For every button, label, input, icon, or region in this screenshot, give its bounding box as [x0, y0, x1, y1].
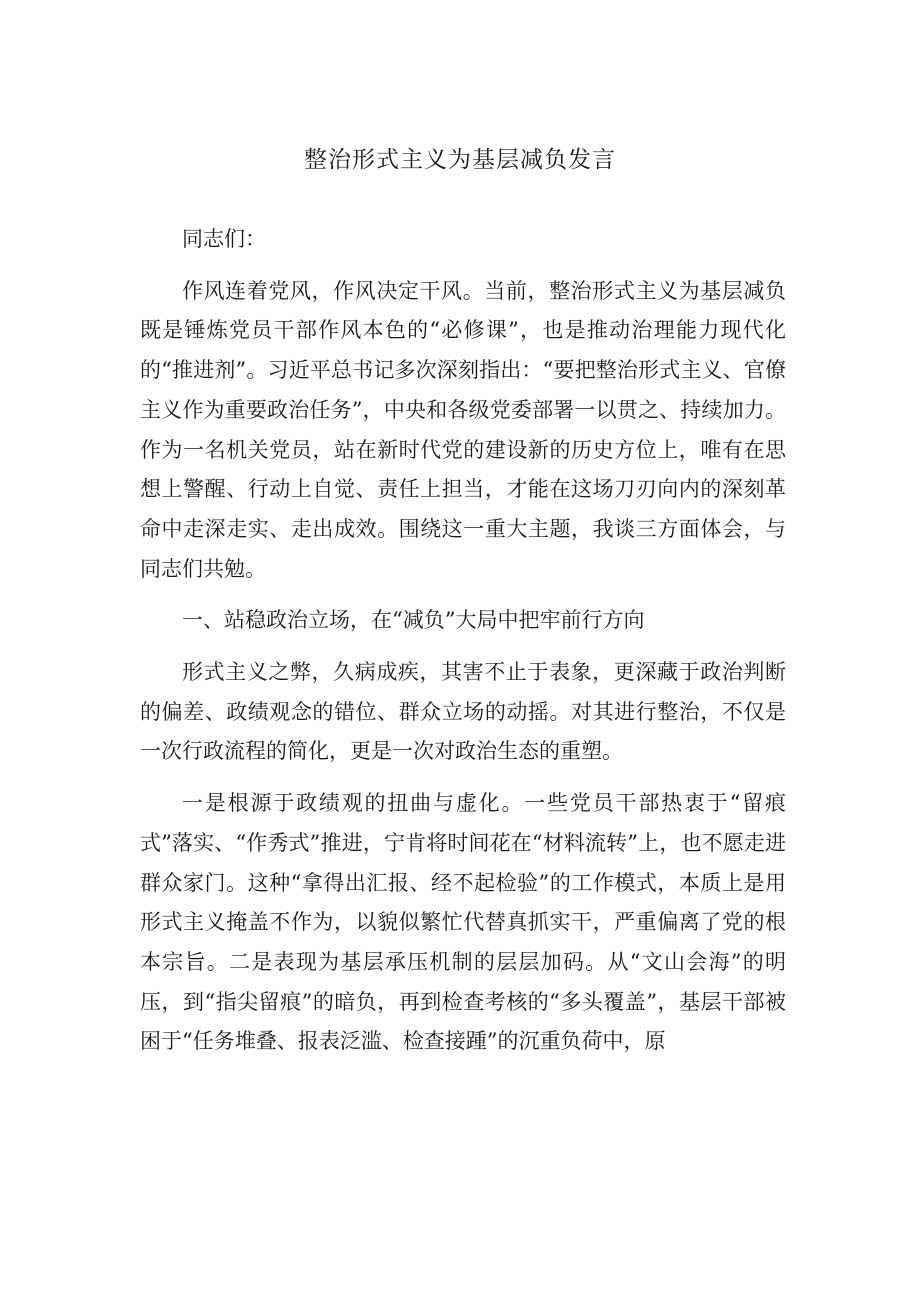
paragraph-intro: 作风连着党风，作风决定干风。当前，整治形式主义为基层减负既是锤炼党员干部作风本色的“必修课”，也是推动治理能力现代化的“推进剂”。习近平总书记多次深刻指出：“要把整治形式主义、官僚主义作为重要政治任务”，中央和各级党委部署一以贯之、持续加力。作为一名机关党员，站在新时代党的建设新的历史方位上，唯有在思想上警醒、行动上自觉、责任上担当，才能在这场刀刃向内的深刻革命中走深走实、走出成效。围绕这一重大主题，我谈三方面体会，与同志们共勉。: [140, 278, 786, 581]
salutation: 同志们：: [182, 227, 266, 251]
paragraph-section-1: 形式主义之弊，久病成疾，其害不止于表象，更深藏于政治判断的偏差、政绩观念的错位、群众立场的动摇。对其进行整治，不仅是一次行政流程的简化，更是一次对政治生态的重塑。: [140, 660, 786, 764]
document-title: 整治形式主义为基层减负发言: [304, 147, 616, 173]
section-heading-1: 一、站稳政治立场，在“减负”大局中把牢前行方向: [182, 608, 645, 633]
paragraph-points: 一是根源于政绩观的扭曲与虚化。一些党员干部热衷于“留痕式”落实、“作秀式”推进，宁肯将时间花在“材料流转”上，也不愿走进群众家门。这种“拿得出汇报、经不起检验”的工作模式，本质上是用形式主义掩盖不作为，以貌似繁忙代替真抓实干，严重偏离了党的根本宗旨。二是表现为基层承压机制的层层加码。从“文山会海”的明压，到“指尖留痕”的暗负，再到检查考核的“多头覆盖”，基层干部被困于“任务堆叠、报表泛滥、检查接踵”的沉重负荷中，原: [140, 791, 786, 1054]
document-body: [140, 220, 786, 1062]
